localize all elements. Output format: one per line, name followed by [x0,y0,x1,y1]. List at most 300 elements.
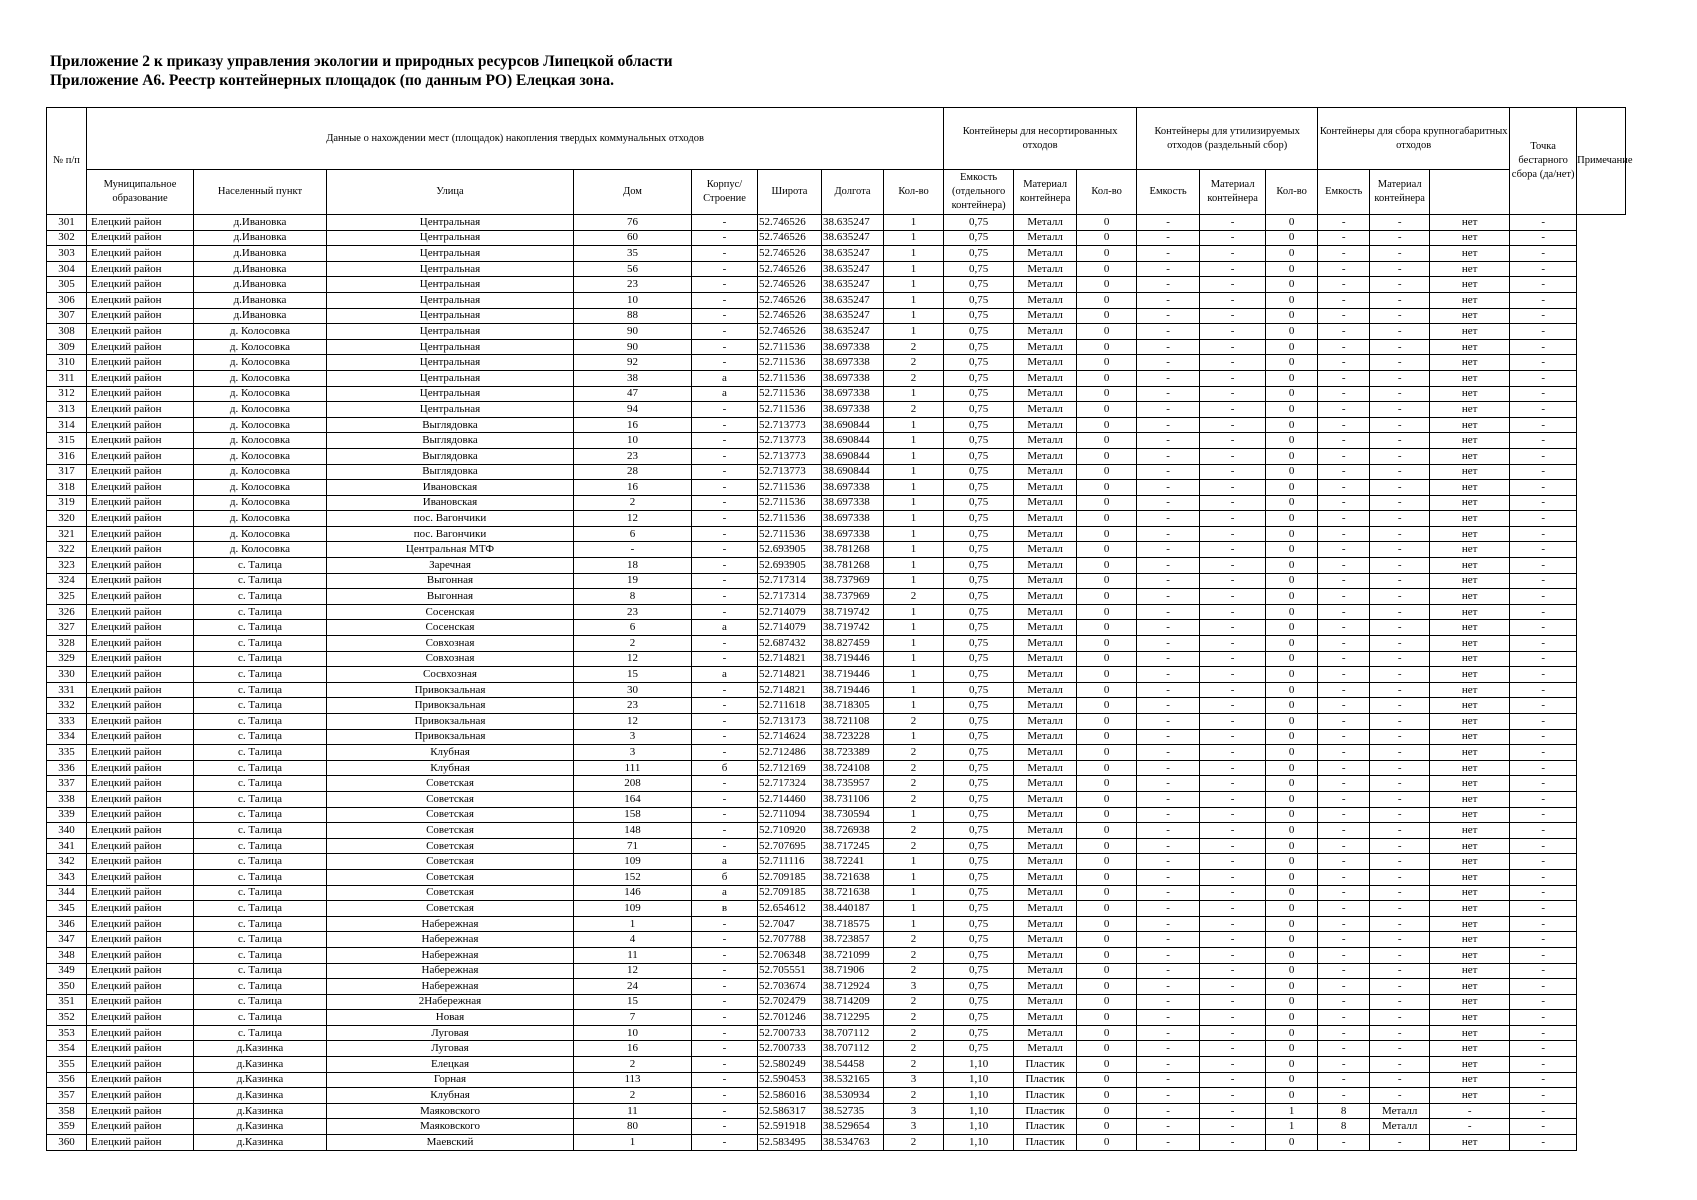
cell-num: 344 [47,885,87,901]
cell-lat: 52.709185 [758,885,822,901]
cell-municipality: Елецкий район [87,386,194,402]
cell-unsorted-capacity: 0,75 [944,464,1014,480]
cell-bulky-material: - [1370,807,1430,823]
cell-lon: 38.690844 [822,433,884,449]
cell-unsorted-capacity: 0,75 [944,901,1014,917]
cell-lat: 52.712486 [758,745,822,761]
cell-lon: 38.534763 [822,1135,884,1151]
header-building: Корпус/ Строение [692,170,758,215]
table-row [47,651,1626,667]
cell-recycle-qty: 0 [1077,807,1137,823]
header-note: Примечание [1577,108,1626,215]
cell-street: Советская [327,838,574,854]
cell-settlement: с. Талица [194,807,327,823]
cell-settlement: с. Талица [194,994,327,1010]
cell-bulky-material: - [1370,277,1430,293]
cell-bulky-qty: 0 [1266,339,1318,355]
cell-num: 342 [47,854,87,870]
cell-settlement: д.Казинка [194,1135,327,1151]
cell-unsorted-capacity: 0,75 [944,448,1014,464]
cell-point: нет [1430,682,1510,698]
cell-unsorted-qty: 2 [884,932,944,948]
cell-lat: 52.583495 [758,1135,822,1151]
cell-recycle-qty: 0 [1077,979,1137,995]
cell-unsorted-capacity: 0,75 [944,745,1014,761]
cell-point: нет [1430,979,1510,995]
cell-street: Центральная [327,277,574,293]
cell-recycle-capacity: - [1137,386,1200,402]
cell-bulky-capacity: - [1318,994,1370,1010]
cell-point: нет [1430,324,1510,340]
cell-bulky-capacity: - [1318,916,1370,932]
cell-recycle-capacity: - [1137,901,1200,917]
cell-unsorted-capacity: 0,75 [944,869,1014,885]
cell-bulky-material: - [1370,729,1430,745]
cell-num: 311 [47,370,87,386]
cell-settlement: д.Ивановка [194,215,327,231]
cell-street: Советская [327,776,574,792]
table-row [47,885,1626,901]
cell-num: 333 [47,714,87,730]
cell-unsorted-capacity: 0,75 [944,698,1014,714]
cell-unsorted-qty: 1 [884,651,944,667]
cell-bulky-material: - [1370,433,1430,449]
cell-bulky-capacity: - [1318,885,1370,901]
cell-lon: 38.635247 [822,230,884,246]
cell-unsorted-capacity: 0,75 [944,760,1014,776]
cell-unsorted-material: Металл [1014,558,1077,574]
cell-building: - [692,916,758,932]
cell-unsorted-material: Металл [1014,292,1077,308]
cell-municipality: Елецкий район [87,604,194,620]
cell-bulky-capacity: - [1318,760,1370,776]
cell-bulky-capacity: - [1318,682,1370,698]
cell-bulky-material: - [1370,511,1430,527]
cell-unsorted-capacity: 0,75 [944,402,1014,418]
cell-bulky-material: - [1370,636,1430,652]
cell-lat: 52.746526 [758,261,822,277]
cell-num: 351 [47,994,87,1010]
cell-num: 323 [47,558,87,574]
cell-num: 335 [47,745,87,761]
cell-recycle-capacity: - [1137,464,1200,480]
cell-point: нет [1430,698,1510,714]
cell-unsorted-qty: 3 [884,979,944,995]
cell-municipality: Елецкий район [87,246,194,262]
cell-bulky-material: - [1370,386,1430,402]
cell-recycle-capacity: - [1137,729,1200,745]
cell-recycle-capacity: - [1137,885,1200,901]
cell-street: Сосвхозная [327,667,574,683]
cell-unsorted-qty: 1 [884,433,944,449]
table-row [47,324,1626,340]
cell-bulky-qty: 0 [1266,589,1318,605]
table-row [47,526,1626,542]
header-municipality: Муниципальное образование [87,170,194,215]
cell-unsorted-qty: 2 [884,370,944,386]
cell-recycle-capacity: - [1137,776,1200,792]
cell-unsorted-qty: 1 [884,277,944,293]
cell-unsorted-capacity: 0,75 [944,230,1014,246]
header-num: № п/п [47,108,87,215]
cell-municipality: Елецкий район [87,651,194,667]
cell-recycle-qty: 0 [1077,994,1137,1010]
cell-num: 358 [47,1103,87,1119]
cell-unsorted-qty: 1 [884,292,944,308]
cell-settlement: д. Колосовка [194,511,327,527]
cell-building: б [692,869,758,885]
cell-street: Центральная [327,246,574,262]
cell-municipality: Елецкий район [87,838,194,854]
cell-building: - [692,1088,758,1104]
cell-bulky-material: - [1370,1010,1430,1026]
cell-unsorted-qty: 1 [884,682,944,698]
cell-recycle-capacity: - [1137,791,1200,807]
cell-recycle-material: - [1200,1057,1266,1073]
cell-municipality: Елецкий район [87,1135,194,1151]
cell-settlement: с. Талица [194,573,327,589]
cell-unsorted-capacity: 0,75 [944,1025,1014,1041]
table-row [47,791,1626,807]
cell-house: 11 [574,947,692,963]
cell-note: - [1510,854,1577,870]
cell-lon: 38.690844 [822,417,884,433]
table-row [47,386,1626,402]
cell-lat: 52.707695 [758,838,822,854]
table-row [47,339,1626,355]
cell-recycle-qty: 0 [1077,386,1137,402]
cell-municipality: Елецкий район [87,370,194,386]
cell-bulky-qty: 0 [1266,698,1318,714]
cell-house: 12 [574,651,692,667]
cell-num: 314 [47,417,87,433]
cell-note: - [1510,869,1577,885]
cell-num: 347 [47,932,87,948]
cell-unsorted-qty: 1 [884,636,944,652]
cell-recycle-material: - [1200,682,1266,698]
cell-unsorted-capacity: 0,75 [944,339,1014,355]
cell-unsorted-material: Пластик [1014,1088,1077,1104]
cell-bulky-qty: 0 [1266,324,1318,340]
cell-building: - [692,215,758,231]
cell-note: - [1510,714,1577,730]
cell-street: Центральная [327,370,574,386]
cell-recycle-capacity: - [1137,433,1200,449]
cell-num: 306 [47,292,87,308]
cell-lon: 38.731106 [822,791,884,807]
cell-recycle-material: - [1200,1088,1266,1104]
cell-unsorted-capacity: 1,10 [944,1103,1014,1119]
cell-building: - [692,651,758,667]
cell-recycle-capacity: - [1137,698,1200,714]
cell-num: 329 [47,651,87,667]
cell-bulky-qty: 0 [1266,370,1318,386]
cell-lon: 38.726938 [822,823,884,839]
cell-unsorted-material: Металл [1014,979,1077,995]
cell-lat: 52.717314 [758,573,822,589]
cell-house: 71 [574,838,692,854]
table-row [47,901,1626,917]
cell-recycle-qty: 0 [1077,963,1137,979]
cell-unsorted-qty: 3 [884,1103,944,1119]
cell-building: а [692,885,758,901]
cell-unsorted-qty: 1 [884,511,944,527]
cell-recycle-capacity: - [1137,916,1200,932]
cell-building: - [692,963,758,979]
cell-lon: 38.697338 [822,526,884,542]
cell-recycle-capacity: - [1137,526,1200,542]
cell-street: Центральная [327,402,574,418]
cell-num: 345 [47,901,87,917]
cell-house: 152 [574,869,692,885]
table-row [47,745,1626,761]
cell-settlement: с. Талица [194,869,327,885]
cell-unsorted-capacity: 0,75 [944,682,1014,698]
cell-bulky-qty: 0 [1266,542,1318,558]
cell-point: нет [1430,620,1510,636]
cell-settlement: д. Колосовка [194,402,327,418]
cell-bulky-qty: 0 [1266,526,1318,542]
cell-lon: 38.712295 [822,1010,884,1026]
cell-unsorted-qty: 2 [884,745,944,761]
cell-lat: 52.714079 [758,604,822,620]
cell-settlement: д. Колосовка [194,480,327,496]
cell-lat: 52.746526 [758,246,822,262]
cell-unsorted-qty: 1 [884,480,944,496]
cell-recycle-material: - [1200,339,1266,355]
cell-unsorted-qty: 1 [884,901,944,917]
cell-bulky-qty: 0 [1266,651,1318,667]
cell-bulky-capacity: - [1318,230,1370,246]
cell-recycle-material: - [1200,776,1266,792]
cell-unsorted-capacity: 0,75 [944,1041,1014,1057]
cell-bulky-qty: 0 [1266,963,1318,979]
cell-building: - [692,791,758,807]
cell-settlement: д. Колосовка [194,370,327,386]
cell-lon: 38.54458 [822,1057,884,1073]
cell-bulky-qty: 0 [1266,979,1318,995]
cell-recycle-qty: 0 [1077,1103,1137,1119]
cell-street: Выглядовка [327,433,574,449]
table-row [47,1135,1626,1151]
cell-lat: 52.746526 [758,324,822,340]
header-recycle-capacity: Емкость [1137,170,1200,215]
cell-recycle-capacity: - [1137,1057,1200,1073]
cell-building: - [692,495,758,511]
cell-lat: 52.693905 [758,558,822,574]
cell-bulky-capacity: - [1318,932,1370,948]
cell-num: 303 [47,246,87,262]
cell-settlement: с. Талица [194,885,327,901]
cell-num: 340 [47,823,87,839]
cell-lat: 52.710920 [758,823,822,839]
cell-settlement: с. Талица [194,947,327,963]
cell-unsorted-material: Металл [1014,386,1077,402]
cell-lon: 38.714209 [822,994,884,1010]
cell-unsorted-capacity: 0,75 [944,417,1014,433]
cell-unsorted-material: Металл [1014,963,1077,979]
cell-bulky-capacity: - [1318,667,1370,683]
cell-settlement: д.Ивановка [194,277,327,293]
cell-lon: 38.827459 [822,636,884,652]
cell-municipality: Елецкий район [87,292,194,308]
cell-lon: 38.712924 [822,979,884,995]
cell-recycle-qty: 0 [1077,542,1137,558]
cell-settlement: д.Ивановка [194,261,327,277]
cell-unsorted-qty: 1 [884,620,944,636]
cell-unsorted-capacity: 0,75 [944,246,1014,262]
cell-point: нет [1430,526,1510,542]
cell-building: а [692,667,758,683]
cell-building: б [692,760,758,776]
cell-point: нет [1430,947,1510,963]
cell-settlement: д.Ивановка [194,246,327,262]
cell-point: нет [1430,869,1510,885]
cell-unsorted-qty: 2 [884,994,944,1010]
cell-bulky-qty: 0 [1266,558,1318,574]
cell-unsorted-capacity: 0,75 [944,963,1014,979]
cell-street: пос. Вагончики [327,526,574,542]
cell-bulky-capacity: 8 [1318,1103,1370,1119]
cell-unsorted-material: Пластик [1014,1119,1077,1135]
cell-house: 24 [574,979,692,995]
cell-unsorted-capacity: 0,75 [944,979,1014,995]
cell-lon: 38.723389 [822,745,884,761]
cell-bulky-qty: 0 [1266,573,1318,589]
cell-bulky-qty: 0 [1266,760,1318,776]
cell-recycle-qty: 0 [1077,1010,1137,1026]
cell-unsorted-qty: 2 [884,838,944,854]
cell-building: - [692,464,758,480]
cell-note: - [1510,292,1577,308]
cell-recycle-material: - [1200,480,1266,496]
cell-point: нет [1430,464,1510,480]
cell-unsorted-material: Металл [1014,729,1077,745]
cell-note: - [1510,1072,1577,1088]
cell-bulky-material: - [1370,760,1430,776]
cell-bulky-capacity: - [1318,433,1370,449]
cell-bulky-capacity: - [1318,308,1370,324]
cell-building: - [692,994,758,1010]
cell-unsorted-qty: 2 [884,1088,944,1104]
cell-settlement: с. Талица [194,589,327,605]
cell-unsorted-qty: 1 [884,230,944,246]
header-recycle-group: Контейнеры для утилизируемых отходов (раздельный сбор) [1137,108,1318,170]
cell-municipality: Елецкий район [87,573,194,589]
cell-building: - [692,277,758,293]
cell-unsorted-capacity: 0,75 [944,215,1014,231]
cell-unsorted-capacity: 0,75 [944,651,1014,667]
cell-house: 19 [574,573,692,589]
cell-recycle-material: - [1200,370,1266,386]
cell-unsorted-capacity: 0,75 [944,823,1014,839]
cell-recycle-qty: 0 [1077,1135,1137,1151]
cell-lat: 52.714821 [758,651,822,667]
cell-recycle-material: - [1200,308,1266,324]
table-row [47,402,1626,418]
cell-municipality: Елецкий район [87,542,194,558]
cell-recycle-qty: 0 [1077,901,1137,917]
cell-bulky-material: - [1370,464,1430,480]
cell-recycle-capacity: - [1137,215,1200,231]
cell-bulky-capacity: - [1318,480,1370,496]
cell-street: Луговая [327,1025,574,1041]
cell-unsorted-capacity: 0,75 [944,526,1014,542]
cell-unsorted-material: Металл [1014,604,1077,620]
cell-note: - [1510,526,1577,542]
cell-bulky-qty: 0 [1266,261,1318,277]
cell-point: нет [1430,480,1510,496]
cell-bulky-qty: 0 [1266,729,1318,745]
cell-unsorted-qty: 2 [884,1041,944,1057]
cell-recycle-material: - [1200,433,1266,449]
cell-unsorted-material: Металл [1014,916,1077,932]
cell-bulky-capacity: - [1318,791,1370,807]
cell-settlement: д.Ивановка [194,292,327,308]
cell-bulky-material: - [1370,651,1430,667]
cell-settlement: д. Колосовка [194,324,327,340]
cell-unsorted-material: Металл [1014,901,1077,917]
cell-building: - [692,542,758,558]
cell-unsorted-material: Металл [1014,324,1077,340]
cell-unsorted-qty: 2 [884,947,944,963]
cell-lon: 38.697338 [822,370,884,386]
cell-lat: 52.709185 [758,869,822,885]
cell-point: нет [1430,745,1510,761]
cell-unsorted-qty: 1 [884,386,944,402]
cell-bulky-capacity: - [1318,1135,1370,1151]
table-row [47,215,1626,231]
cell-lat: 52.711536 [758,480,822,496]
table-row [47,1010,1626,1026]
cell-bulky-capacity: - [1318,495,1370,511]
cell-settlement: с. Талица [194,558,327,574]
cell-bulky-material: - [1370,230,1430,246]
cell-lat: 52.717314 [758,589,822,605]
cell-street: Клубная [327,760,574,776]
cell-recycle-capacity: - [1137,1072,1200,1088]
cell-point: нет [1430,417,1510,433]
cell-municipality: Елецкий район [87,901,194,917]
cell-bulky-qty: 0 [1266,838,1318,854]
cell-settlement: с. Талица [194,776,327,792]
cell-point: нет [1430,714,1510,730]
cell-unsorted-material: Металл [1014,791,1077,807]
cell-bulky-qty: 0 [1266,604,1318,620]
cell-recycle-capacity: - [1137,745,1200,761]
table-row [47,480,1626,496]
cell-bulky-capacity: - [1318,1041,1370,1057]
cell-unsorted-material: Металл [1014,511,1077,527]
cell-settlement: с. Талица [194,745,327,761]
cell-settlement: с. Талица [194,963,327,979]
cell-recycle-capacity: - [1137,292,1200,308]
cell-house: 10 [574,292,692,308]
table-row [47,417,1626,433]
cell-building: - [692,1135,758,1151]
cell-bulky-capacity: - [1318,246,1370,262]
cell-unsorted-capacity: 1,10 [944,1119,1014,1135]
cell-point: нет [1430,495,1510,511]
cell-unsorted-material: Металл [1014,869,1077,885]
cell-unsorted-material: Металл [1014,215,1077,231]
cell-num: 319 [47,495,87,511]
cell-bulky-qty: 0 [1266,215,1318,231]
cell-municipality: Елецкий район [87,1088,194,1104]
cell-house: 10 [574,1025,692,1041]
cell-house: 146 [574,885,692,901]
cell-bulky-qty: 0 [1266,776,1318,792]
